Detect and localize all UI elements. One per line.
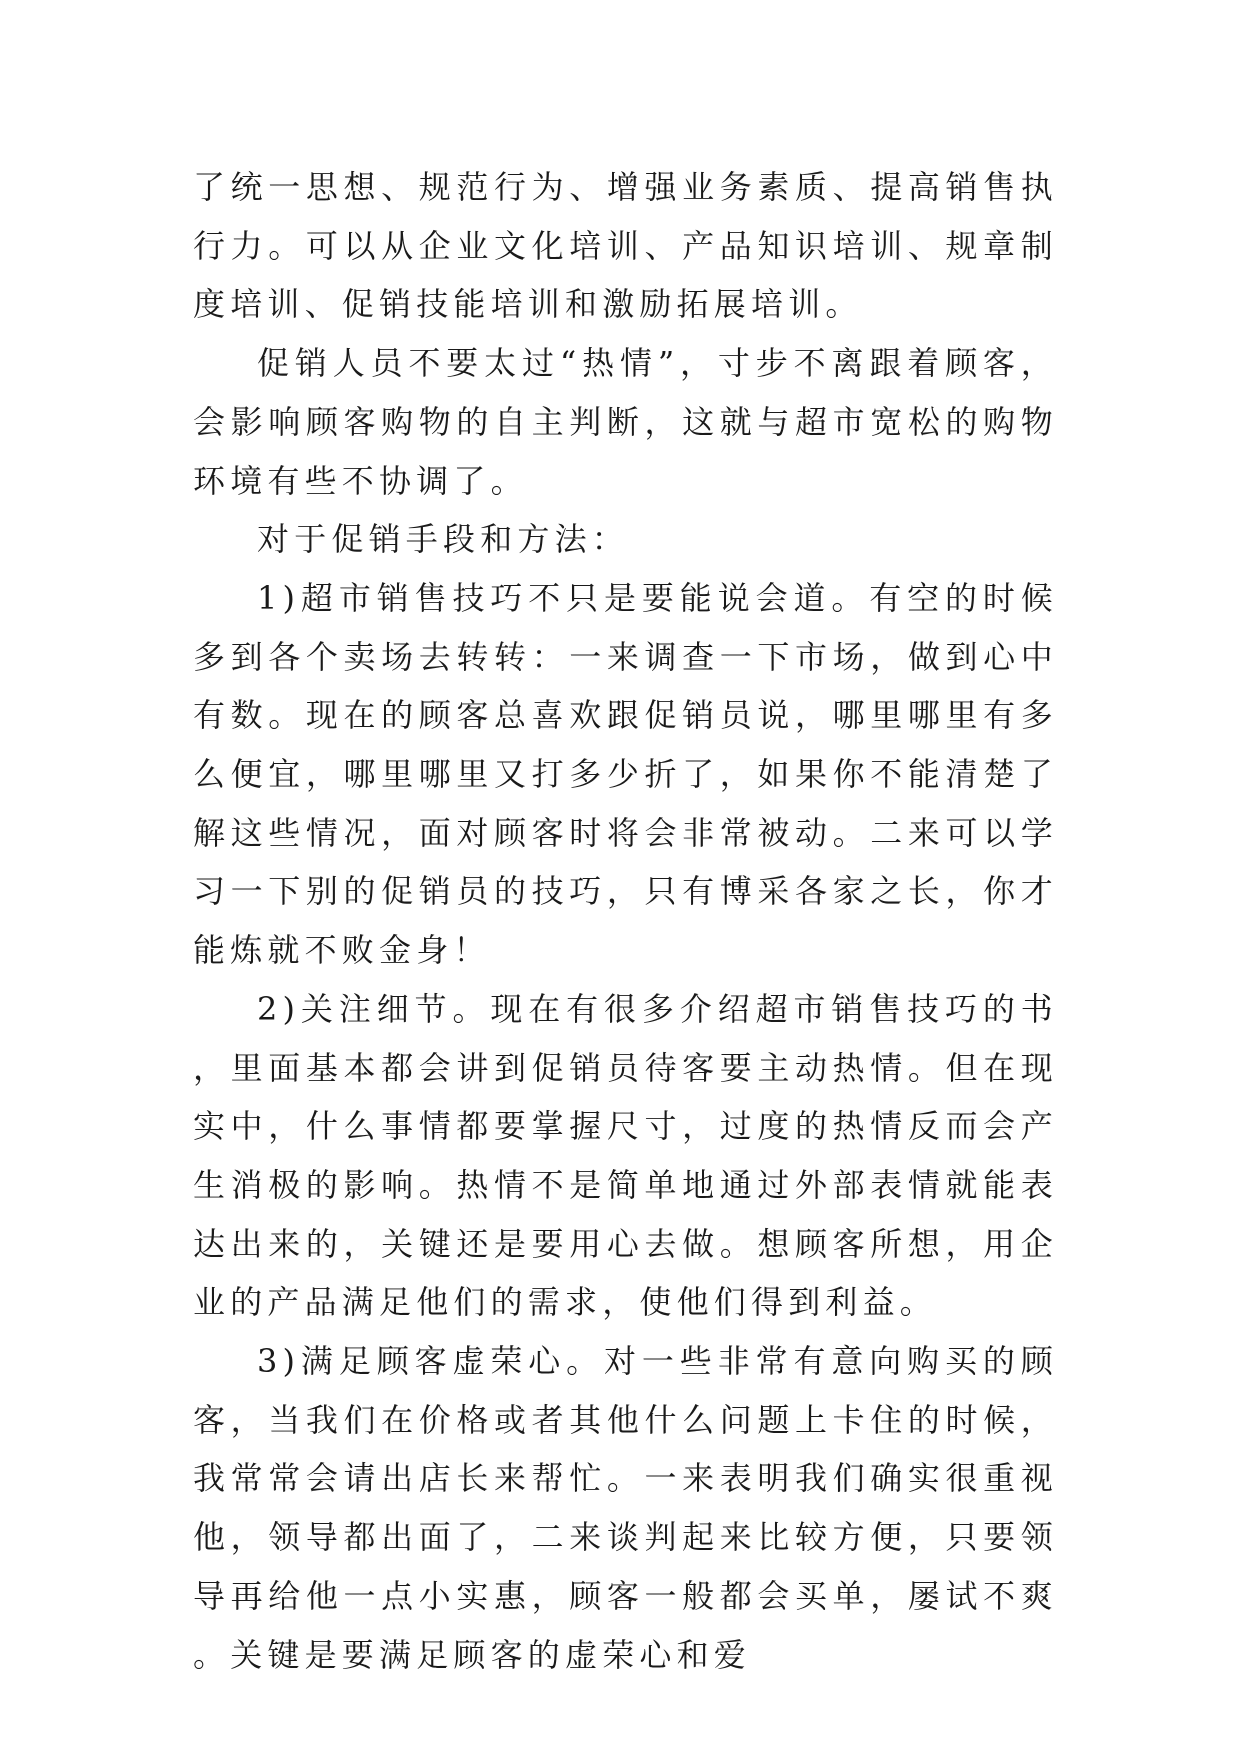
paragraph-methods-heading: 对于促销手段和方法： — [257, 520, 630, 559]
paragraph-item-3: 3)满足顾客虚荣心。对一些非常有意向购买的顾客，当我们在价格或者其他什么问题上卡住的时候，我常常会请出店长来帮忙。一来表明我们确实很重视他，领导都出面了，二来谈判起来比较方便，只要领导再给他一点小实惠，顾客一般都会买单，屡试不爽。关键是要满足顾客的虚荣心和爱 — [193, 1342, 1058, 1674]
paragraph-item-1: 1)超市销售技巧不只是要能说会道。有空的时候多到各个卖场去转转：一来调查一下市场，做到心中有数。现在的顾客总喜欢跟促销员说，哪里哪里有多么便宜，哪里哪里又打多少折了，如果你不能清楚了解这些情况，面对顾客时将会非常被动。二来可以学习一下别的促销员的技巧，只有博采各家之长，你才能炼就不败金身！ — [193, 578, 1058, 970]
document-body — [193, 158, 1058, 1684]
paragraph-training-continuation: 了统一思想、规范行为、增强业务素质、提高销售执行力。可以从企业文化培训、产品知识培训、规章制度培训、促销技能培训和激励拓展培训。 — [193, 168, 1058, 324]
paragraph-over-enthusiasm: 促销人员不要太过“热情”，寸步不离跟着顾客，会影响顾客购物的自主判断，这就与超市宽松的购物环境有些不协调了。 — [193, 344, 1058, 500]
paragraph-item-2: 2)关注细节。现在有很多介绍超市销售技巧的书，里面基本都会讲到促销员待客要主动热情。但在现实中，什么事情都要掌握尺寸，过度的热情反而会产生消极的影响。热情不是简单地通过外部表情就能表达出来的，关键还是要用心去做。想顾客所想，用企业的产品满足他们的需求，使他们得到利益。 — [193, 989, 1058, 1322]
